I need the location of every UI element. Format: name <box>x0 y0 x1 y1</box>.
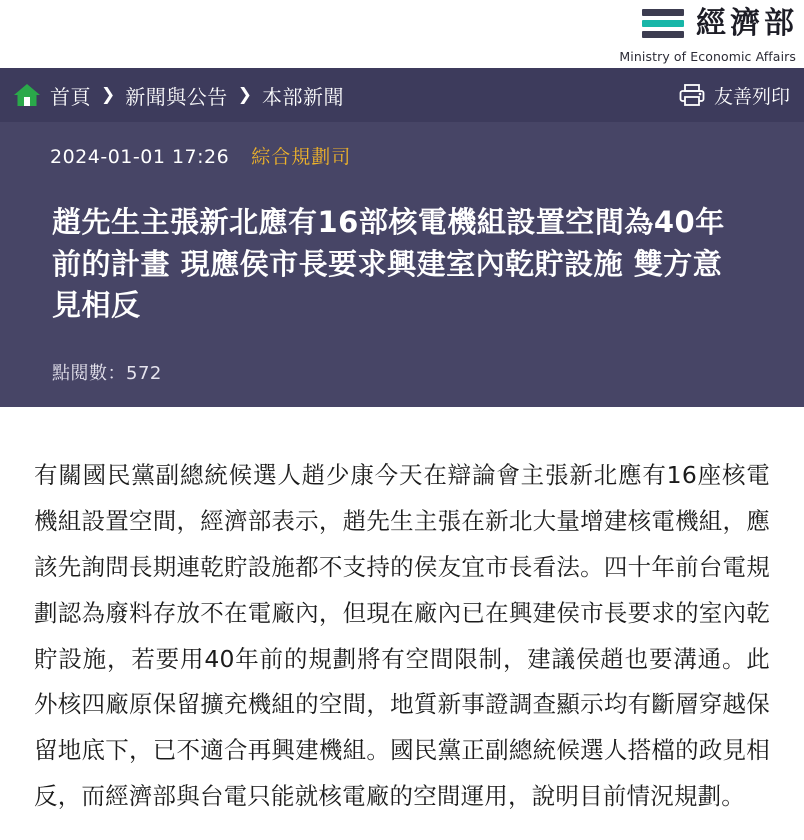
department-badge: 綜合規劃司 <box>251 146 352 168</box>
print-button-label: 友善列印 <box>713 85 790 108</box>
ministry-logo-text-cn: 經濟部 <box>696 5 798 41</box>
print-button[interactable] <box>678 82 790 109</box>
article-paragraph: 有關國民黨副總統候選人趙少康今天在辯論會主張新北應有16座核電機組設置空間，經濟部表示，趙先生主張在新北大量增建核電機組，應該先詢問長期連乾貯設施都不支持的侯友宜市長看法。四十年前台電規劃認為廢料存放不在電廠內，但現在廠內已在興建侯市長要求的室內乾貯設施，若要用40年前的規劃將有空間限制，建議侯趙也要溝通。此外核四廠原保留擴充機組的空間，地質新事證調查顯示均有斷層穿越保留地底下，已不適合再興建機組。國民黨正副總統候選人搭檔的政見相反，而經濟部與台電只能就核電廠的空間運用，說明目前情況規劃。 <box>34 461 770 811</box>
publish-date: 2024-01-01 17:26 <box>50 146 230 168</box>
ministry-logo[interactable] <box>619 5 798 64</box>
chevron-right-icon-2: ❯ <box>237 85 252 105</box>
page-title: 趙先生主張新北應有16部核電機組設置空間為40年前的計畫 現應侯市長要求興建室內乾貯設施 雙方意見相反 <box>52 205 725 322</box>
article-body <box>0 411 804 840</box>
breadcrumb-item-news-announcements[interactable]: 新聞與公告 <box>125 84 228 109</box>
site-header <box>0 0 804 68</box>
chevron-right-icon: ❯ <box>101 85 116 105</box>
breadcrumb <box>0 68 804 122</box>
view-count: 點閱數：572 <box>52 363 162 385</box>
printer-icon <box>678 83 706 107</box>
home-icon[interactable] <box>12 81 42 109</box>
article-meta <box>22 134 782 175</box>
breadcrumb-item-ministry-news[interactable]: 本部新聞 <box>262 84 344 109</box>
ministry-logo-text-en: Ministry of Economic Affairs <box>619 48 796 64</box>
breadcrumb-item-home[interactable]: 首頁 <box>50 84 91 109</box>
ministry-logo-icon <box>642 5 684 43</box>
article-header <box>0 122 804 407</box>
